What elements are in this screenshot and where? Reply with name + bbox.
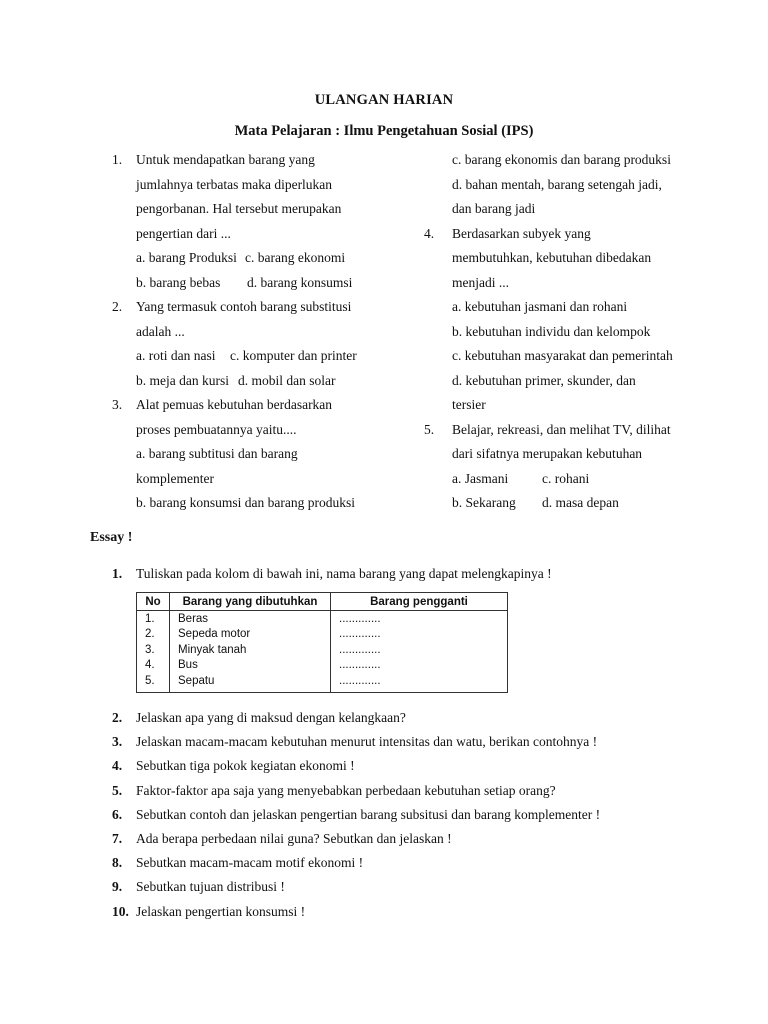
- question-text: Tuliskan pada kolom di bawah ini, nama barang yang dapat melengkapinya !: [136, 566, 552, 581]
- question-text: Sebutkan macam-macam motif ekonomi !: [136, 855, 364, 871]
- cell-needed: Minyak tanah: [170, 642, 331, 658]
- list-item: [112, 730, 600, 754]
- option-c: c. rohani: [542, 470, 590, 486]
- option-a: a. barang subtitusi dan barang: [136, 446, 298, 461]
- question-number: 5.: [424, 421, 435, 437]
- option-d: d. barang konsumsi: [247, 274, 353, 290]
- mc-right-column: [424, 148, 724, 516]
- list-item: [112, 706, 600, 730]
- cell-no: 3.: [137, 642, 170, 658]
- cell-substitute: .............: [331, 611, 508, 627]
- question-text: membutuhkan, kebutuhan dibedakan: [452, 250, 652, 265]
- column-header-substitute: Barang pengganti: [331, 593, 508, 611]
- list-item: [112, 779, 600, 803]
- table-row: [137, 611, 508, 627]
- option-d: d. kebutuhan primer, skunder, dan: [452, 372, 636, 388]
- option-c: c. kebutuhan masyarakat dan pemerintah: [452, 348, 673, 363]
- question-text: Sebutkan tujuan distribusi !: [136, 879, 285, 895]
- question-number: 7.: [112, 830, 123, 846]
- table-header-row: [137, 593, 508, 611]
- question-2: [112, 295, 412, 320]
- question-number: 3.: [112, 397, 123, 412]
- option-b: b. Sekarang: [452, 495, 516, 510]
- question-5: [424, 418, 724, 443]
- cell-needed: Beras: [170, 611, 331, 627]
- option-a: a. roti dan nasi: [136, 348, 216, 363]
- option-a: a. Jasmani: [452, 470, 509, 486]
- list-item: [112, 875, 600, 899]
- cell-no: 2.: [137, 627, 170, 643]
- question-4: [424, 222, 724, 247]
- question-text: menjadi ...: [452, 274, 509, 290]
- question-number: 9.: [112, 879, 123, 895]
- question-text: pengertian dari ...: [136, 225, 231, 241]
- question-text: Faktor-faktor apa saja yang menyebabkan perbedaan kebutuhan setiap orang?: [136, 782, 556, 798]
- option-d-cont: tersier: [452, 397, 486, 412]
- question-number: 4.: [424, 225, 435, 241]
- option-c: c. barang ekonomi: [245, 250, 346, 265]
- question-number: 1.: [112, 152, 123, 167]
- page-title: ULANGAN HARIAN: [314, 92, 454, 108]
- table-row: [137, 673, 508, 692]
- cell-no: 5.: [137, 673, 170, 692]
- option-b: b. barang konsumsi dan barang produksi: [136, 495, 355, 510]
- option-b: b. kebutuhan individu dan kelompok: [452, 323, 651, 339]
- question-text: jumlahnya terbatas maka diperlukan: [136, 176, 333, 192]
- question-text: adalah ...: [136, 323, 185, 339]
- table-row: [137, 658, 508, 674]
- question-number: 6.: [112, 806, 123, 822]
- table-row: [137, 642, 508, 658]
- cell-no: 4.: [137, 658, 170, 674]
- question-number: 4.: [112, 758, 123, 774]
- list-item: [112, 803, 600, 827]
- cell-substitute: .............: [331, 658, 508, 674]
- question-number: 8.: [112, 855, 123, 871]
- question-number: 3.: [112, 734, 123, 750]
- question-text: Ada berapa perbedaan nilai guna? Sebutkan dan jelaskan !: [136, 830, 452, 846]
- option-b: b. meja dan kursi: [136, 372, 229, 388]
- question-text: Belajar, rekreasi, dan melihat TV, dilihat: [452, 421, 671, 437]
- list-item: [112, 754, 600, 778]
- question-text: Alat pemuas kebutuhan berdasarkan: [136, 397, 333, 412]
- question-text: proses pembuatannya yaitu....: [136, 421, 297, 437]
- essay-question-1: [112, 566, 552, 582]
- question-text: Untuk mendapatkan barang yang: [136, 152, 315, 167]
- question-text: Sebutkan tiga pokok kegiatan ekonomi !: [136, 758, 355, 774]
- question-1: [112, 148, 412, 173]
- column-header-needed: Barang yang dibutuhkan: [170, 593, 331, 611]
- table-row: [137, 627, 508, 643]
- cell-no: 1.: [137, 611, 170, 627]
- option-a-cont: komplementer: [136, 470, 214, 486]
- cell-needed: Sepatu: [170, 673, 331, 692]
- question-text: Yang termasuk contoh barang substitusi: [136, 299, 352, 314]
- essay-question-list: [112, 706, 600, 924]
- option-c: c. komputer dan printer: [230, 348, 357, 363]
- question-text: Jelaskan macam-macam kebutuhan menurut intensitas dan watu, berikan contohnya !: [136, 734, 598, 750]
- question-text: Berdasarkan subyek yang: [452, 225, 591, 241]
- cell-substitute: .............: [331, 642, 508, 658]
- question-number: 2.: [112, 299, 123, 314]
- option-b: b. barang bebas: [136, 274, 221, 290]
- question-text: Jelaskan apa yang di maksud dengan kelangkaan?: [136, 710, 406, 725]
- question-number: 5.: [112, 782, 123, 798]
- option-d: d. bahan mentah, barang setengah jadi,: [452, 176, 662, 192]
- mc-left-column: [112, 148, 412, 516]
- question-text: pengorbanan. Hal tersebut merupakan: [136, 201, 342, 216]
- cell-needed: Sepeda motor: [170, 627, 331, 643]
- option-a: a. kebutuhan jasmani dan rohani: [452, 299, 628, 314]
- option-d: d. mobil dan solar: [238, 372, 336, 388]
- goods-table: [136, 592, 508, 693]
- question-text: Sebutkan contoh dan jelaskan pengertian barang subsitusi dan barang komplementer !: [136, 806, 601, 822]
- cell-substitute: .............: [331, 673, 508, 692]
- column-header-no: No: [137, 593, 170, 611]
- list-item: [112, 851, 600, 875]
- cell-needed: Bus: [170, 658, 331, 674]
- option-d: d. masa depan: [542, 495, 619, 510]
- essay-heading: Essay !: [90, 530, 133, 545]
- cell-substitute: .............: [331, 627, 508, 643]
- question-3: [112, 393, 412, 418]
- option-a: a. barang Produksi: [136, 250, 237, 265]
- option-c: c. barang ekonomis dan barang produksi: [452, 152, 671, 167]
- question-number: 2.: [112, 710, 123, 725]
- question-number: 10.: [112, 903, 129, 919]
- question-number: 1.: [112, 566, 123, 581]
- question-text: Jelaskan pengertian konsumsi !: [136, 903, 306, 919]
- list-item: [112, 900, 600, 924]
- subject-line: Mata Pelajaran : Ilmu Pengetahuan Sosial (IPS): [234, 123, 534, 139]
- list-item: [112, 827, 600, 851]
- question-text: dari sifatnya merupakan kebutuhan: [452, 446, 643, 461]
- option-d-cont: dan barang jadi: [452, 201, 536, 216]
